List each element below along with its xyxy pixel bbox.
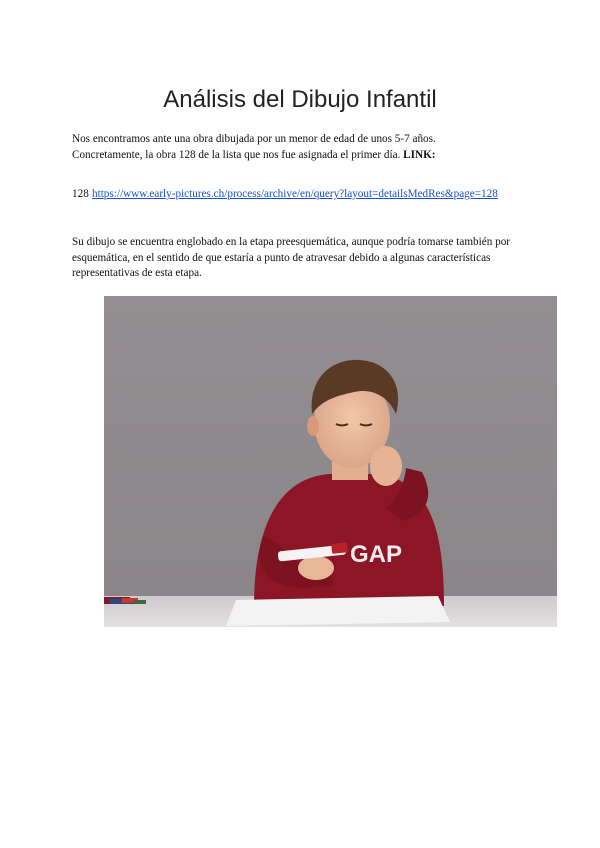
shirt-logo: GAP — [350, 541, 403, 568]
intro-line-2: Concretamente, la obra 128 de la lista que nos fue asignada el primer día. — [72, 148, 401, 161]
child-hand-cheek — [370, 446, 402, 486]
page-title: Análisis del Dibujo Infantil — [163, 86, 437, 113]
description-paragraph: Su dibujo se encuentra englobado en la etapa preesquemática, aunque podría tomarse también por esquemática, en el sentido de que estaría a punto de atravesar debido a algunas características representativas de esta etapa. — [72, 236, 511, 279]
reference-link[interactable]: https://www.early-pictures.ch/process/archive/en/query?layout=detailsMedRes&page=128 — [92, 188, 498, 200]
photo-illustration — [104, 296, 557, 627]
intro-line-1: Nos encontramos ante una obra dibujada por un menor de edad de unos 5-7 años. — [72, 133, 436, 145]
child-hand-marker — [298, 556, 334, 580]
link-label: LINK: — [403, 148, 436, 161]
drawing-paper — [226, 596, 450, 626]
reference-number: 128 — [72, 188, 89, 200]
child-ear — [307, 416, 319, 436]
child-drawing-photo — [104, 296, 557, 627]
intro-paragraph — [72, 132, 532, 163]
